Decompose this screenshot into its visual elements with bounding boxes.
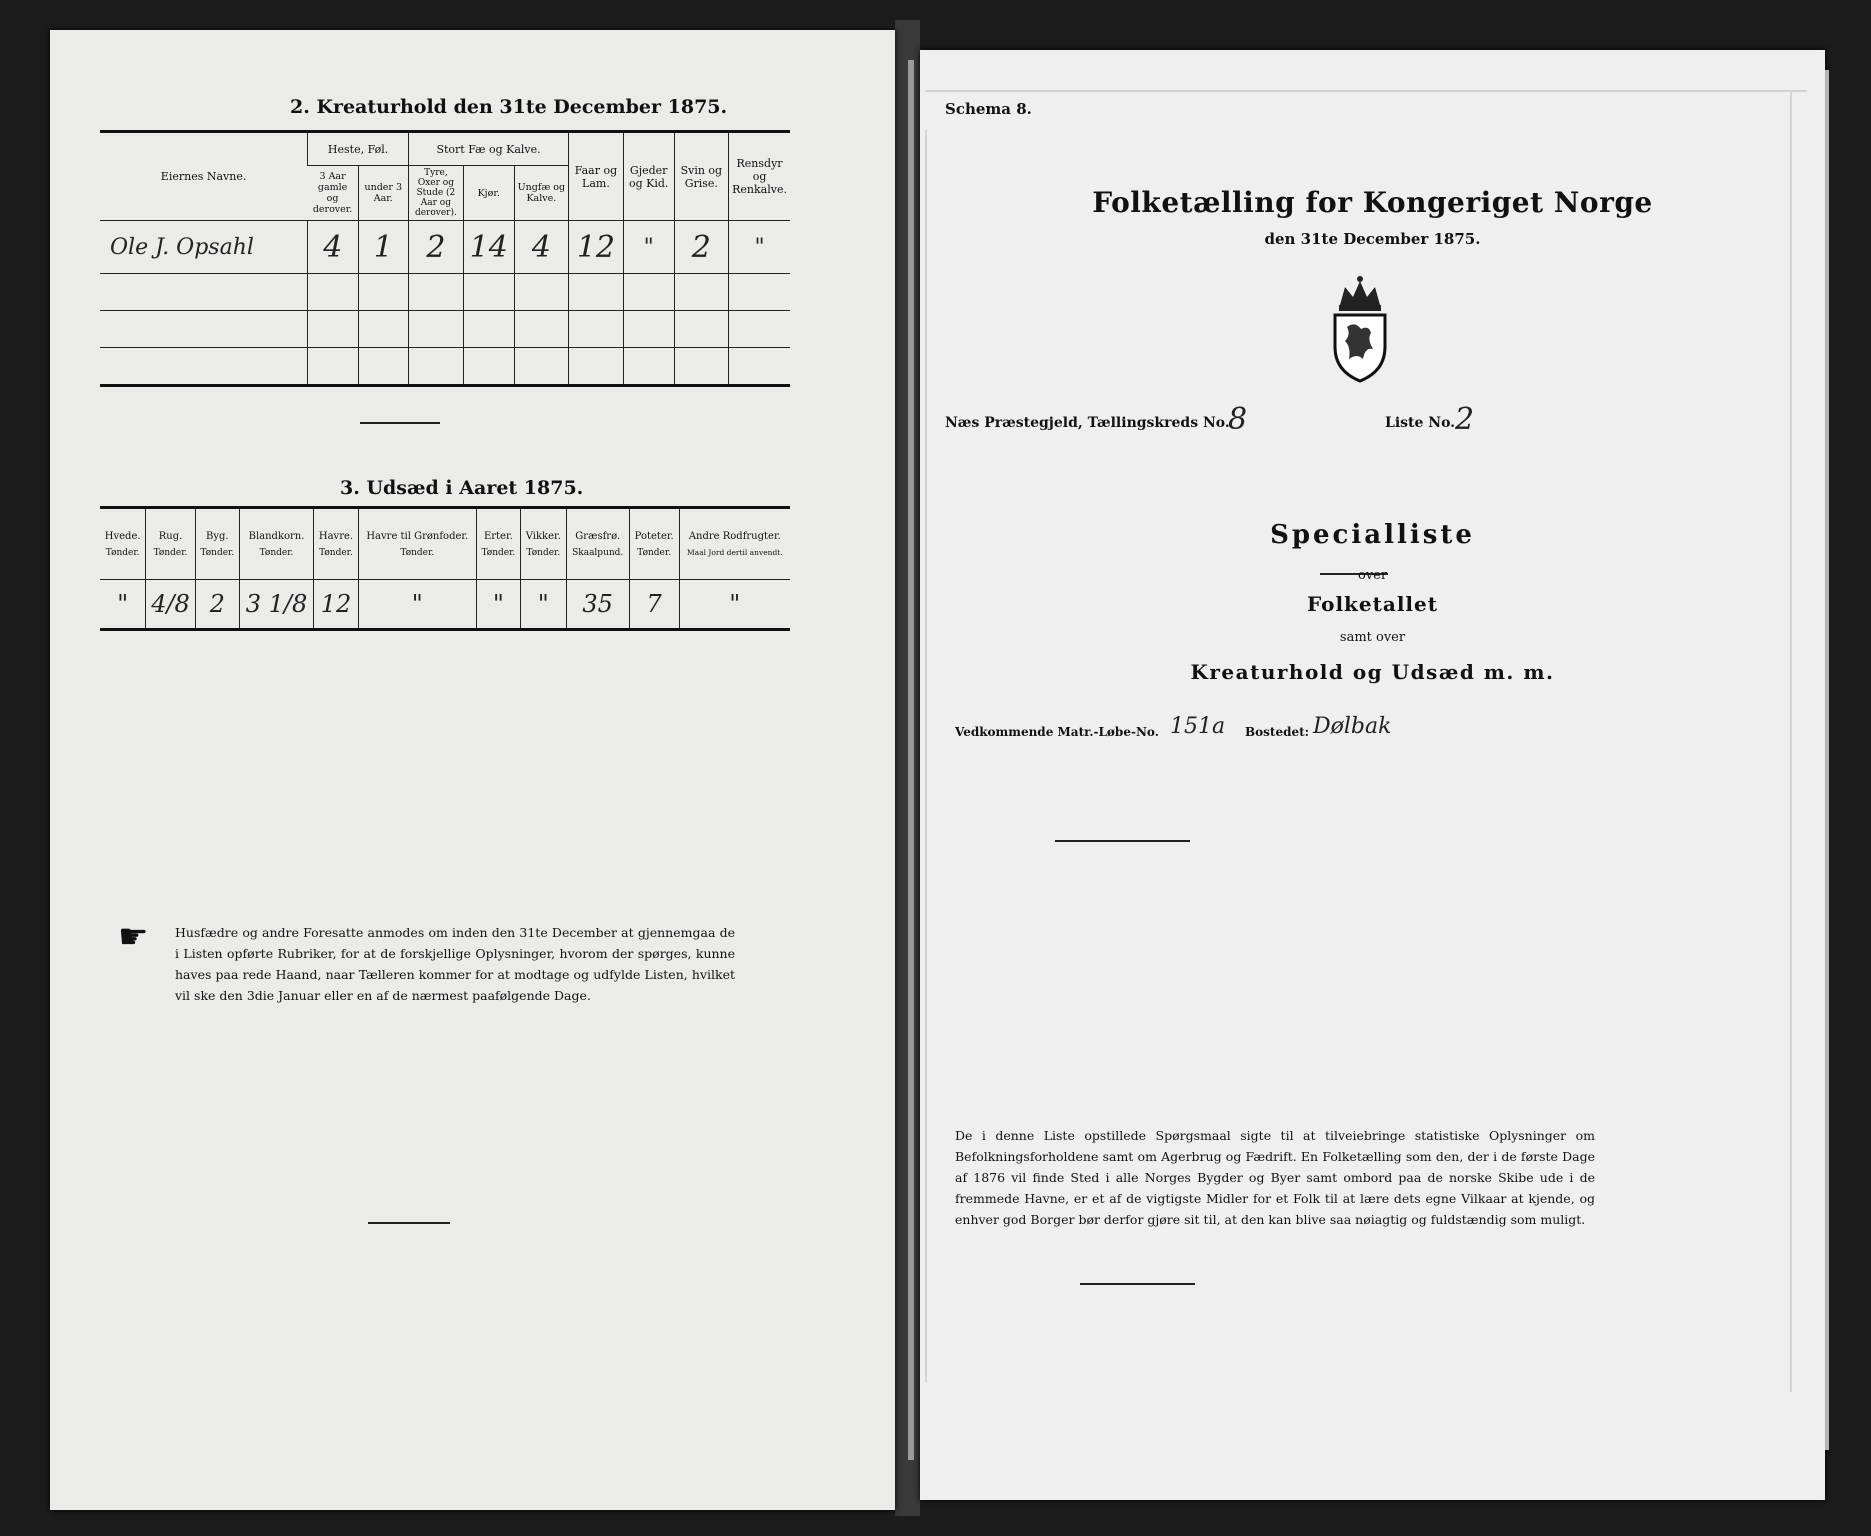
owner-cell: Ole J. Opsahl: [100, 221, 308, 274]
folketallet-label: Folketallet: [1307, 592, 1438, 616]
seed-header-5: [358, 508, 476, 580]
seed-header-6: [476, 508, 520, 580]
seed-header-unit: Tønder.: [526, 547, 561, 558]
sheep-cell: 12: [569, 221, 624, 274]
seed-header-unit: Tønder.: [153, 547, 188, 558]
horses-a-cell: 4: [308, 221, 358, 274]
seed-header-name: Havre til Grønfoder.: [366, 530, 469, 542]
right-page: [920, 50, 1825, 1500]
seed-header-1: [146, 508, 195, 580]
table-row: [100, 274, 790, 311]
bosted-label: Bostedet:: [1245, 725, 1310, 739]
cattle-a-cell: 2: [409, 221, 464, 274]
seed-value-9: 7: [629, 580, 679, 630]
seed-value-10: ": [679, 580, 790, 630]
seed-header-unit: Tønder.: [200, 547, 235, 558]
table-row: [100, 311, 790, 348]
seed-value-6: ": [476, 580, 520, 630]
seed-header-unit: Maal Jord dertil anvendt.: [686, 548, 783, 557]
seed-header-name: Blandkorn.: [248, 530, 305, 542]
horses-a-header: 3 Aar gamle og derover.: [308, 166, 358, 221]
left-page: [50, 30, 895, 1510]
seed-value-1: 4/8: [146, 580, 195, 630]
table-row: [100, 221, 790, 274]
info-paragraph: De i denne Liste opstillede Spørgsmaal sigte til at tilveiebringe statistiske Oplysninger om Befolkningsforholdene samt om Agerbrug og Fædrift. En Folketælling som den, der i de første Dage af 1876 vil finde Sted i alle Norges Bygder og Byer samt ombord paa de norske Skibe ude i de fremmede Havne, er et af de vigtigste Midler for et Folk til at lære dets egne Vilkaar at kjende, og enhver god Borger bør derfor gjøre sit til, at den kan blive saa nøiagtig og fuldstændig som muligt.: [955, 1128, 1595, 1227]
reindeer-header: Rensdyr og Renkalve.: [729, 132, 790, 221]
horses-header: Heste, Føl.: [308, 132, 409, 166]
seed-header-unit: Tønder.: [319, 547, 353, 558]
seed-header-9: [629, 508, 679, 580]
horses-b-cell: 1: [358, 221, 409, 274]
section3-title: 3. Udsæd i Aaret 1875.: [340, 477, 584, 499]
matr-number: 151a: [1170, 714, 1226, 739]
divider: [1080, 1283, 1195, 1285]
goats-cell: ": [623, 221, 674, 274]
seed-header-name: Erter.: [483, 530, 513, 542]
seed-header-name: Hvede.: [104, 530, 141, 542]
list-label: Liste No.: [1385, 415, 1456, 431]
table-row: [100, 348, 790, 386]
seed-header-8: [566, 508, 629, 580]
samt-over-label: samt over: [1339, 630, 1406, 645]
divider: [368, 1222, 450, 1224]
notice-text: Husfædre og andre Foresatte anmodes om inden den 31te December at gjennemgaa de i Listen opførte Rubriker, for at de forskjellige Oplysninger, hvorom der spørges, kunne haves paa rede Haand, naar Tælleren kommer for at modtage og udfylde Listen, hvilket vil ske den 3die Januar eller en af de nærmest paafølgende Dage.: [175, 925, 735, 1003]
reindeer-cell: ": [729, 221, 790, 274]
owner-header: Eiernes Navne.: [100, 132, 308, 221]
sheep-header: Faar og Lam.: [569, 132, 624, 221]
seed-header-unit: Tønder.: [259, 547, 294, 558]
seed-table: [100, 506, 790, 631]
coat-of-arms-icon: [1325, 275, 1395, 389]
bosted-value: Dølbak: [1313, 714, 1392, 739]
over-label: over: [1357, 568, 1388, 583]
cattle-a-header: Tyre, Oxer og Stude (2 Aar og derover).: [409, 166, 464, 221]
district-number: 8: [1228, 402, 1248, 437]
seed-value-2: 2: [195, 580, 239, 630]
seed-header-name: Havre.: [318, 530, 354, 542]
seed-header-4: [314, 508, 359, 580]
seed-header-unit: Tønder.: [637, 547, 672, 558]
section2-title: 2. Kreaturhold den 31te December 1875.: [290, 96, 728, 118]
divider: [1055, 840, 1190, 842]
seed-header-name: Græsfrø.: [575, 530, 621, 542]
seed-header-name: Byg.: [206, 530, 229, 542]
seed-value-7: ": [520, 580, 566, 630]
cattle-b-cell: 14: [463, 221, 514, 274]
page-edge: [908, 60, 914, 1460]
cattle-b-header: Kjør.: [463, 166, 514, 221]
seed-value-8: 35: [566, 580, 629, 630]
schema-label: Schema 8.: [945, 100, 1032, 118]
seed-value-0: ": [100, 580, 146, 630]
special-title: Specialliste: [1270, 520, 1475, 550]
seed-header-0: [100, 508, 146, 580]
cattle-header: Stort Fæ og Kalve.: [409, 132, 569, 166]
parish-label: Næs Præstegjeld, Tællingskreds No.: [945, 415, 1230, 431]
seed-value-5: ": [358, 580, 476, 630]
pigs-header: Svin og Grise.: [674, 132, 729, 221]
divider: [360, 422, 440, 424]
seed-value-3: 3 1/8: [239, 580, 313, 630]
pigs-cell: 2: [674, 221, 729, 274]
seed-value-4: 12: [314, 580, 359, 630]
seed-header-name: Vikker.: [525, 530, 561, 542]
matr-label: Vedkommende Matr.-Løbe-No.: [955, 725, 1159, 739]
seed-header-10: [679, 508, 790, 580]
main-title: Folketælling for Kongeriget Norge: [1092, 186, 1653, 219]
page-edge: [1825, 70, 1829, 1450]
list-number: 2: [1455, 402, 1475, 437]
goats-header: Gjeder og Kid.: [623, 132, 674, 221]
seed-header-name: Poteter.: [634, 530, 674, 542]
subtitle: den 31te December 1875.: [1264, 230, 1481, 248]
cattle-c-header: Ungfæ og Kalve.: [514, 166, 569, 221]
livestock-table: [100, 130, 790, 387]
seed-header-unit: Skaalpund.: [572, 547, 624, 558]
seed-header-name: Rug.: [158, 530, 183, 542]
seed-header-name: Andre Rodfrugter.: [688, 531, 781, 542]
pointing-hand-icon: ☛: [118, 917, 149, 957]
seed-header-2: [195, 508, 239, 580]
seed-header-3: [239, 508, 313, 580]
cattle-c-cell: 4: [514, 221, 569, 274]
seed-header-7: [520, 508, 566, 580]
seed-header-unit: Tønder.: [481, 547, 516, 558]
seed-header-unit: Tønder.: [400, 547, 435, 558]
seed-header-unit: Tønder.: [105, 547, 140, 558]
horses-b-header: under 3 Aar.: [358, 166, 409, 221]
kreaturhold-label: Kreaturhold og Udsæd m. m.: [1190, 660, 1555, 684]
